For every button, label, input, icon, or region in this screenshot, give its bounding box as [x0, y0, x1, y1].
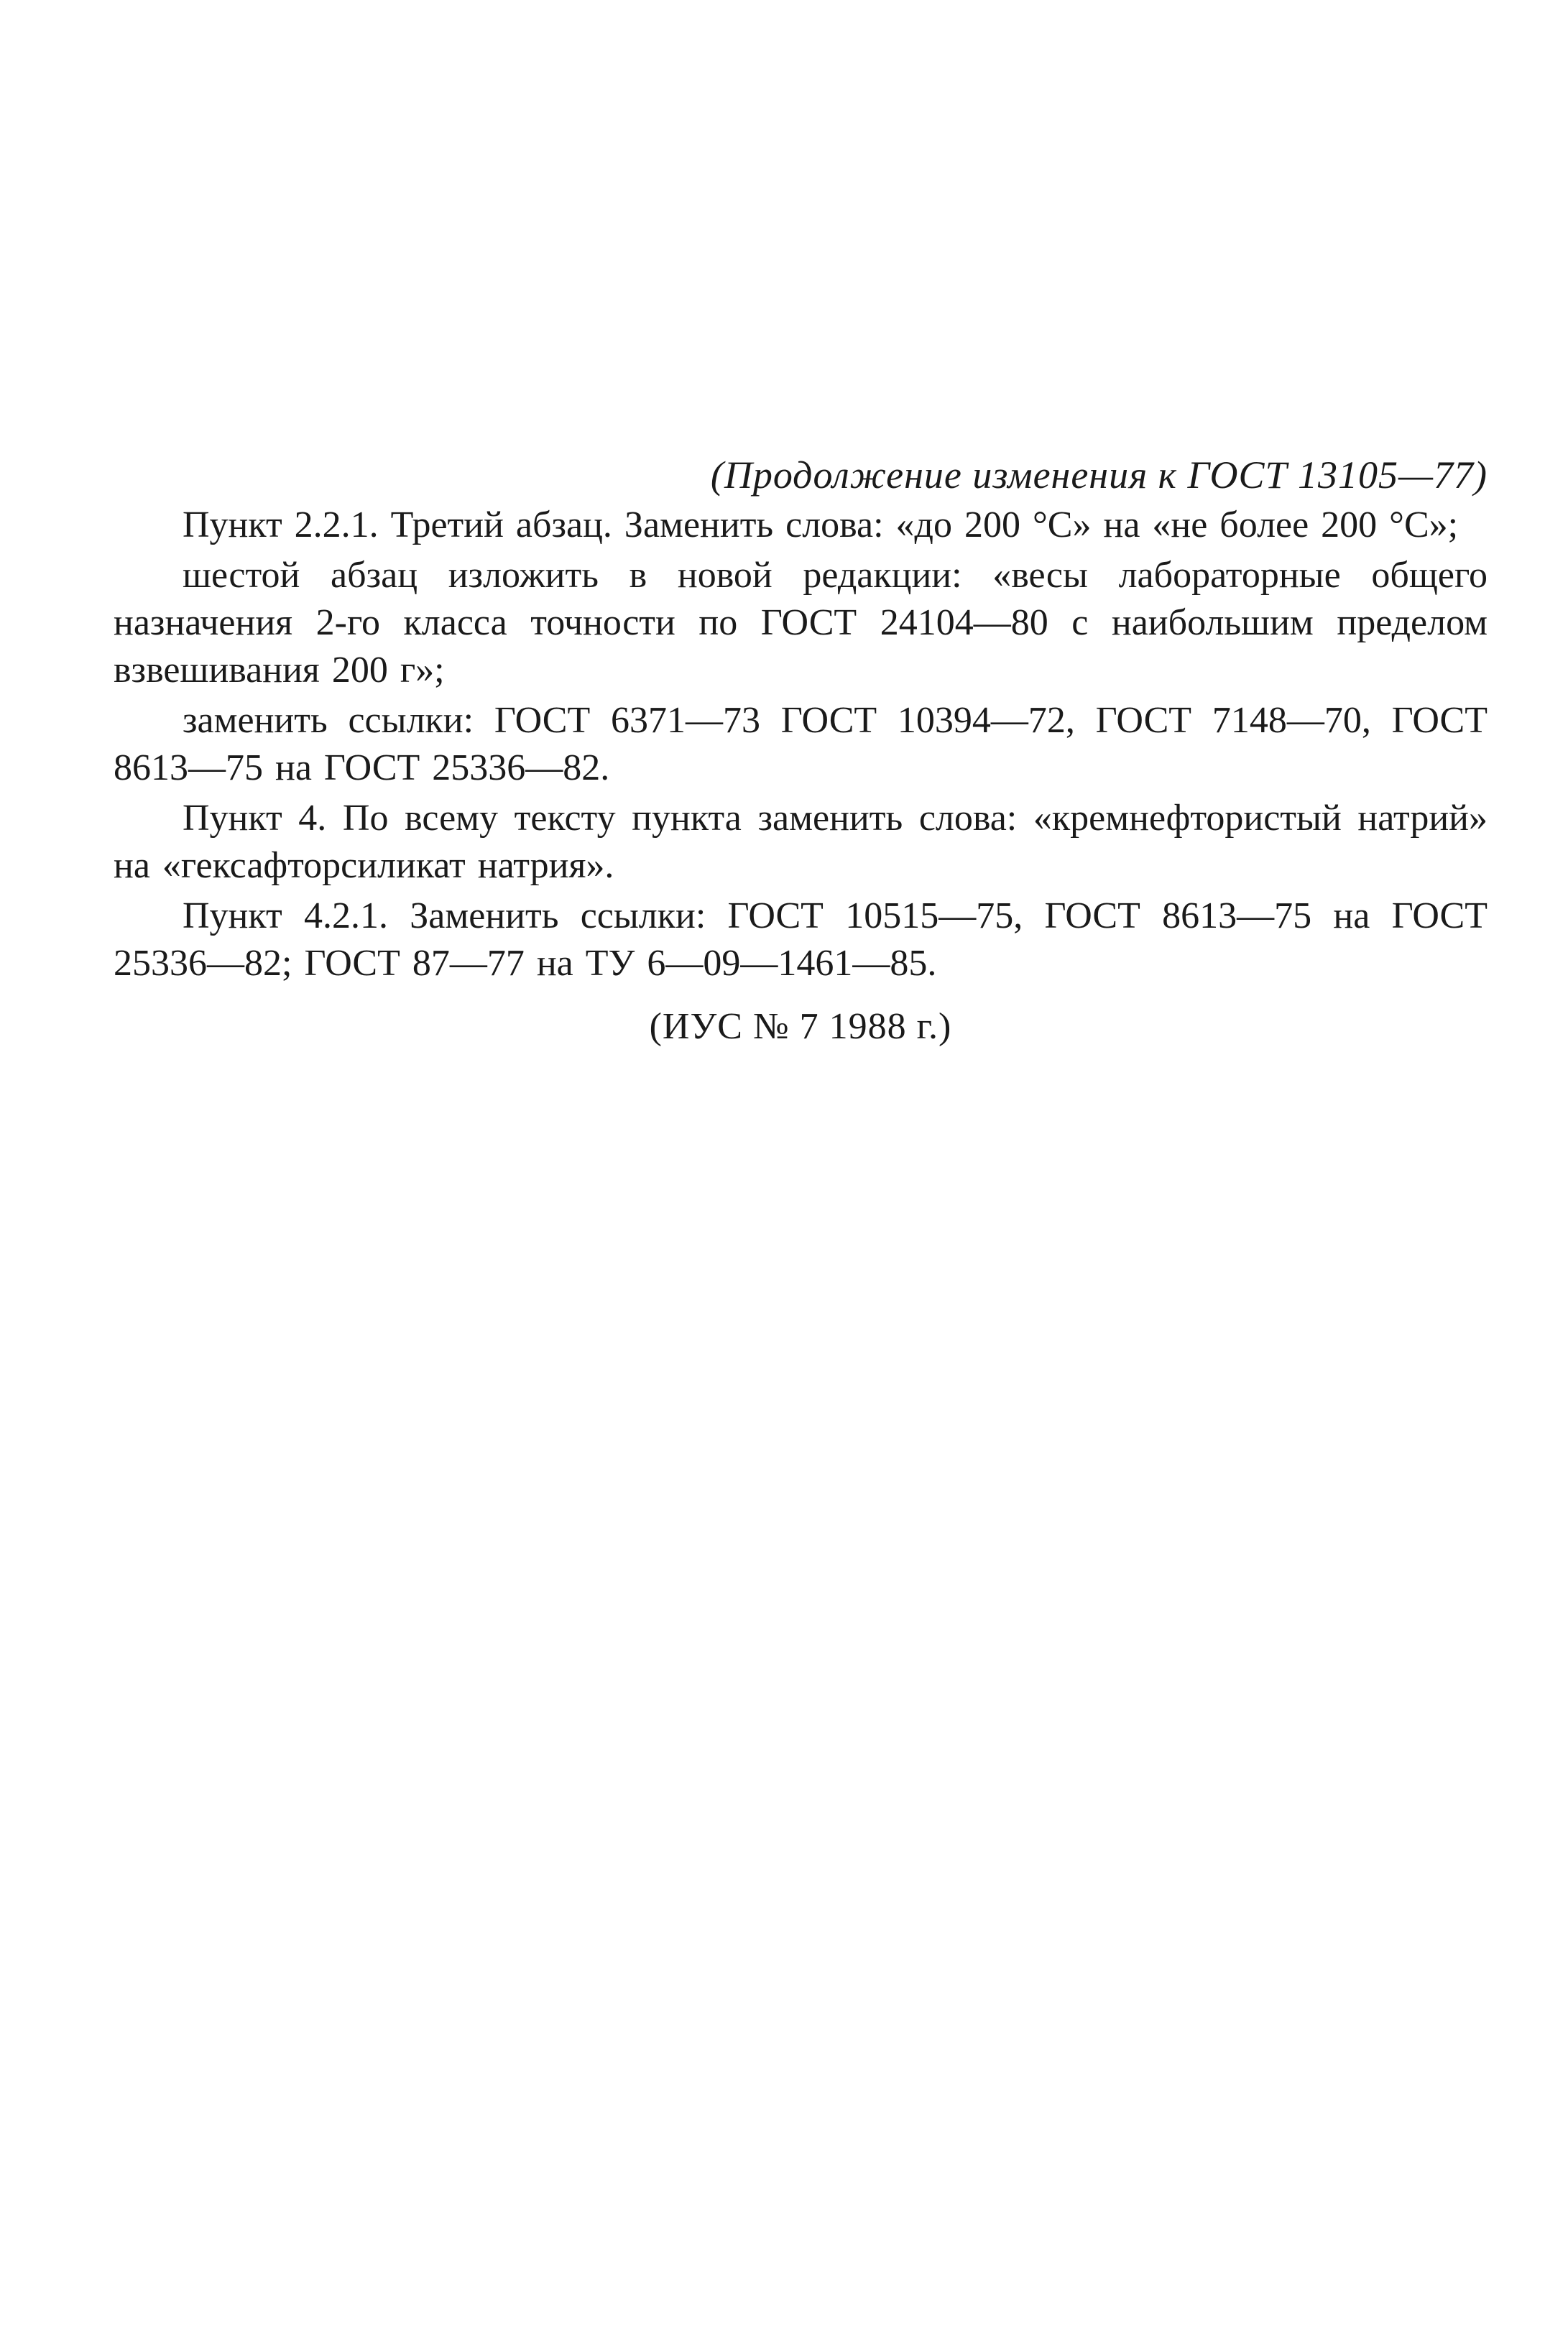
source-reference: (ИУС № 7 1988 г.)	[649, 1006, 952, 1047]
paragraph-item-4: Пункт 4. По всему тексту пункта заменить слова: «кремнефтористый натрий» на «гексафторсиликат натрия».	[114, 798, 1488, 886]
paragraph-sixth-abzac: шестой абзац изложить в новой редакции: «весы лабораторные общего назначения 2-го класса точности по ГОСТ 24104—80 с наибольшим пределом взвешивания 200 г»;	[114, 555, 1488, 691]
paragraph-replace-references: заменить ссылки: ГОСТ 6371—73 ГОСТ 10394—72, ГОСТ 7148—70, ГОСТ 8613—75 на ГОСТ 25336—82.	[114, 700, 1488, 788]
paragraph-item-2-2-1: Пункт 2.2.1. Третий абзац. Заменить слова: «до 200 °С» на «не более 200 °С»;	[183, 504, 1459, 545]
continuation-header: (Продолжение изменения к ГОСТ 13105—77)	[710, 453, 1488, 497]
amendment-text-block	[114, 451, 1488, 1051]
paragraph-item-4-2-1: Пункт 4.2.1. Заменить ссылки: ГОСТ 10515—75, ГОСТ 8613—75 на ГОСТ 25336—82; ГОСТ 87—77 на ТУ 6—09—1461—85.	[114, 895, 1488, 984]
